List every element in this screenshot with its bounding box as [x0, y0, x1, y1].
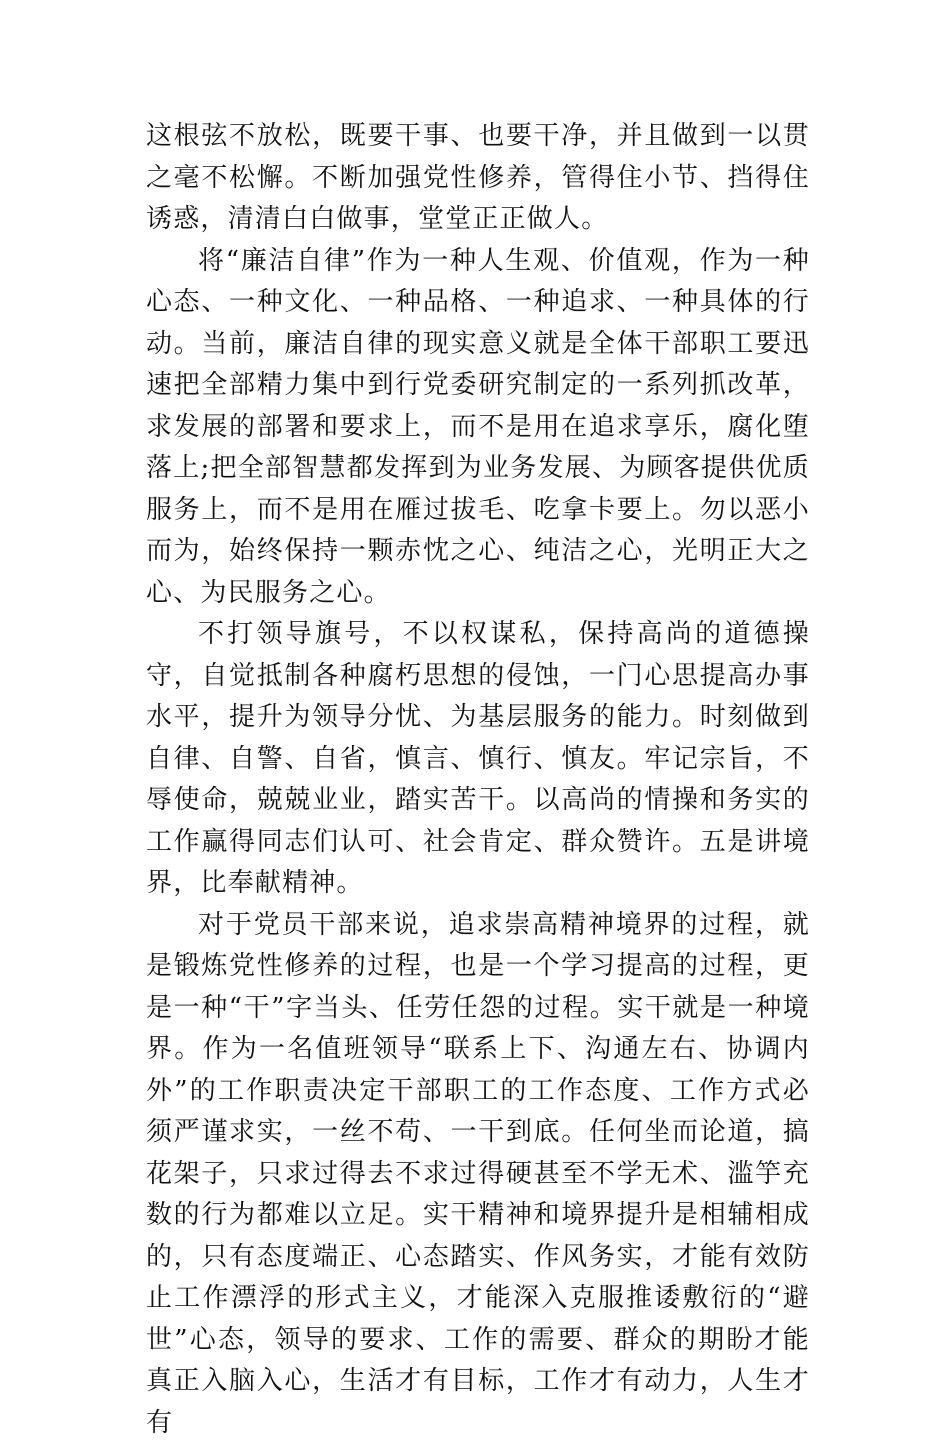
paragraph-3: 不打领导旗号，不以权谋私，保持高尚的道德操守，自觉抵制各种腐朽思想的侵蚀，一门心思提高办事水平，提升为领导分忧、为基层服务的能力。时刻做到自律、自警、自省，慎言、慎行、慎友。牢记宗旨，不辱使命，兢兢业业，踏实苦干。以高尚的情操和务实的工作赢得同志们认可、社会肯定、群众赞许。五是讲境界，比奉献精神。 — [146, 614, 810, 905]
paragraph-2: 将“廉洁自律”作为一种人生观、价值观，作为一种心态、一种文化、一种品格、一种追求、一种具体的行动。当前，廉洁自律的现实意义就是全体干部职工要迅速把全部精力集中到行党委研究制定的一系列抓改革，求发展的部署和要求上，而不是用在追求享乐，腐化堕落上;把全部智慧都发挥到为业务发展、为顾客提供优质服务上，而不是用在雁过拔毛、吃拿卡要上。勿以恶小而为，始终保持一颗赤忱之心、纯洁之心，光明正大之心、为民服务之心。 — [146, 241, 810, 615]
paragraph-4: 对于党员干部来说，追求崇高精神境界的过程，就是锻炼党性修养的过程，也是一个学习提高的过程，更是一种“干”字当头、任劳任怨的过程。实干就是一种境界。作为一名值班领导“联系上下、沟通左右、协调内外”的工作职责决定干部职工的工作态度、工作方式必须严谨求实，一丝不苟、一干到底。任何坐而论道，搞花架子，只求过得去不求过得硬甚至不学无术、滥竽充数的行为都难以立足。实干精神和境界提升是相辅相成的，只有态度端正、心态踏实、作风务实，才能有效防止工作漂浮的形式主义，才能深入克服推诿敷衍的“避世”心态，领导的要求、工作的需要、群众的期盼才能真正入脑入心，生活才有目标，工作才有动力，人生才有 — [146, 905, 810, 1444]
document-page — [146, 116, 810, 1444]
paragraph-1: 这根弦不放松，既要干事、也要干净，并且做到一以贯之毫不松懈。不断加强党性修养，管得住小节、挡得住诱惑，清清白白做事，堂堂正正做人。 — [146, 116, 810, 241]
